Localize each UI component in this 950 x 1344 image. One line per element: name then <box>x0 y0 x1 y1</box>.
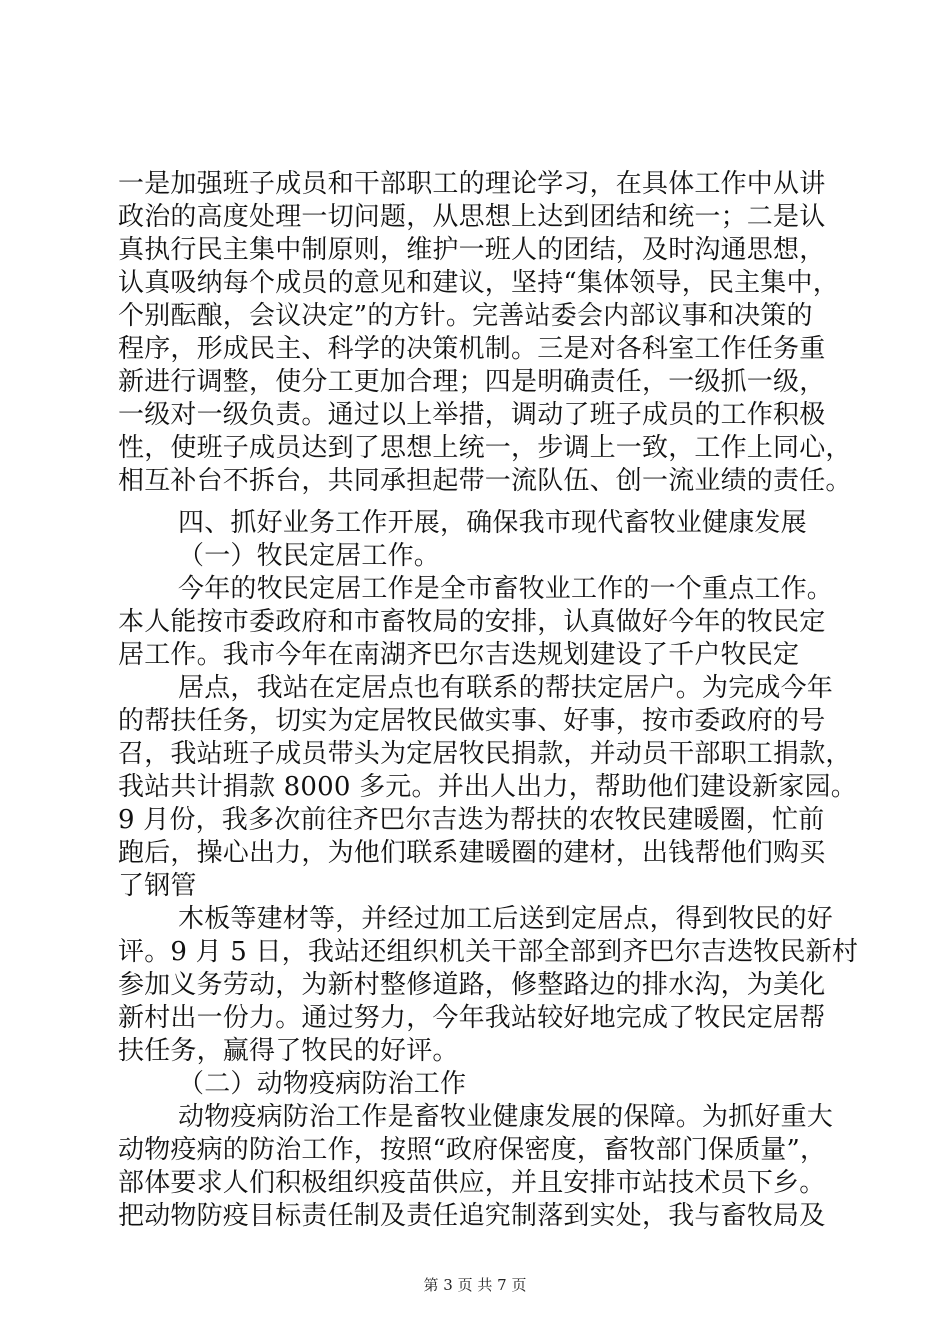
text-line: 9 月份，我多次前往齐巴尔吉迭为帮扶的农牧民建暖圈，忙前 <box>118 805 825 835</box>
text-line: 性，使班子成员达到了思想上统一，步调上一致，工作上同心， <box>118 433 852 463</box>
text-line: 一级对一级负责。通过以上举措，调动了班子成员的工作积极 <box>118 400 826 430</box>
text-line: 程序，形成民主、科学的决策机制。三是对各科室工作任务重 <box>118 334 826 364</box>
text-line: 相互补台不拆台，共同承担起带一流队伍、创一流业绩的责任。 <box>118 466 852 496</box>
text-line: 居工作。我市今年在南湖齐巴尔吉迭规划建设了千户牧民定 <box>118 640 800 670</box>
text-line: 把动物防疫目标责任制及责任追究制落到实处，我与畜牧局及 <box>118 1201 826 1231</box>
text-line: 扶任务，赢得了牧民的好评。 <box>118 1036 459 1066</box>
text-line: 政治的高度处理一切问题，从思想上达到团结和统一；二是认 <box>118 202 826 232</box>
subsection-heading: （二）动物疫病防治工作 <box>178 1069 467 1099</box>
text-line: 新进行调整，使分工更加合理；四是明确责任，一级抓一级， <box>118 367 826 397</box>
paragraph-block-leadership <box>118 168 858 498</box>
text-line: 新村出一份力。通过努力，今年我站较好地完成了牧民定居帮 <box>118 1003 826 1033</box>
text-line: 动物疫病的防治工作，按照“政府保密度，畜牧部门保质量”， <box>118 1135 827 1165</box>
text-line: 木板等建材等，并经过加工后送到定居点，得到牧民的好 <box>178 904 834 934</box>
section-heading: 四、抓好业务工作开展，确保我市现代畜牧业健康发展 <box>178 508 807 538</box>
text-line: 召，我站班子成员带头为定居牧民捐款，并动员干部职工捐款， <box>118 739 852 769</box>
text-line: 部体要求人们积极组织疫苗供应，并且安排市站技术员下乡。 <box>118 1168 826 1198</box>
section-four-block <box>118 507 858 1233</box>
text-line: 参加义务劳动，为新村整修道路，修整路边的排水沟，为美化 <box>118 970 826 1000</box>
text-line: 本人能按市委政府和市畜牧局的安排，认真做好今年的牧民定 <box>118 607 826 637</box>
text-line: 的帮扶任务，切实为定居牧民做实事、好事，按市委政府的号 <box>118 706 826 736</box>
page-footer: 第 3 页 共 7 页 <box>423 1276 527 1294</box>
subsection-heading: （一）牧民定居工作。 <box>178 541 441 571</box>
text-line: 今年的牧民定居工作是全市畜牧业工作的一个重点工作。 <box>178 574 834 604</box>
text-line: 动物疫病防治工作是畜牧业健康发展的保障。为抓好重大 <box>178 1102 834 1132</box>
text-line: 我站共计捐款 8000 多元。并出人出力，帮助他们建设新家园。 <box>118 772 857 802</box>
text-line: 一是加强班子成员和干部职工的理论学习，在具体工作中从讲 <box>118 169 826 199</box>
text-line: 评。9 月 5 日，我站还组织机关干部全部到齐巴尔吉迭牧民新村 <box>118 937 859 967</box>
text-line: 居点，我站在定居点也有联系的帮扶定居户。为完成今年 <box>178 673 834 703</box>
text-line: 认真吸纳每个成员的意见和建议，坚持“集体领导，民主集中， <box>118 268 839 298</box>
text-line: 了钢管 <box>118 871 197 901</box>
text-line: 真执行民主集中制原则，维护一班人的团结，及时沟通思想， <box>118 235 826 265</box>
text-line: 个别酝酿，会议决定”的方针。完善站委会内部议事和决策的 <box>118 301 813 331</box>
text-line: 跑后，操心出力，为他们联系建暖圈的建材，出钱帮他们购买 <box>118 838 826 868</box>
